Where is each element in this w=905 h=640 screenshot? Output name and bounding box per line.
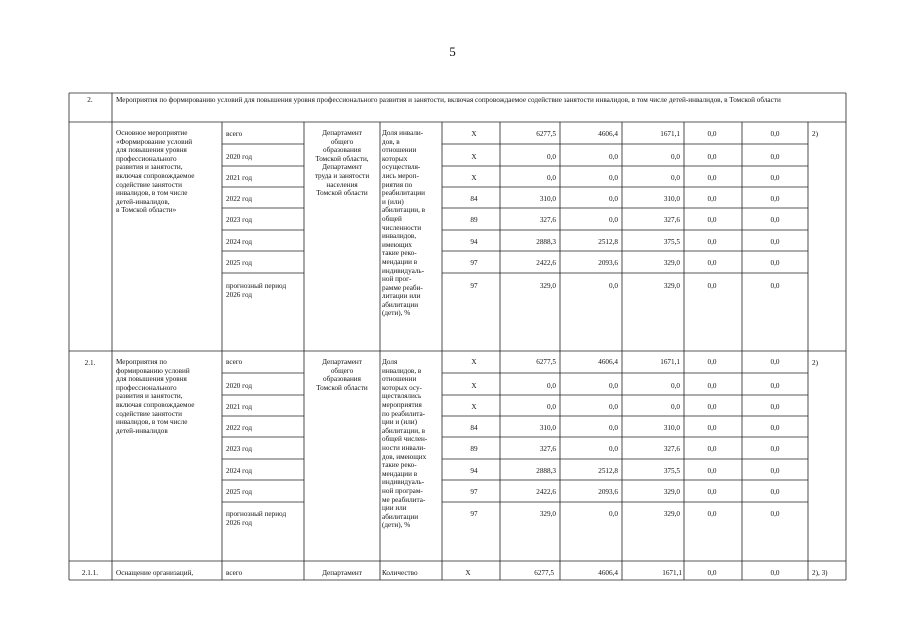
local-value: 0,0: [707, 569, 717, 577]
row-number: 2.1.1.: [81, 569, 99, 577]
period: 2023 год: [226, 445, 252, 453]
note: 2): [812, 359, 818, 367]
regional-value: 1671,1: [660, 130, 680, 138]
extrabudget-value: 0,0: [770, 259, 780, 267]
federal-value: 0,0: [609, 424, 618, 432]
local-value: 0,0: [707, 216, 717, 224]
period: прогнозный период 2026 год: [226, 510, 287, 527]
period: 2025 год: [226, 488, 252, 496]
page-number: 5: [449, 44, 456, 59]
local-value: 0,0: [707, 510, 717, 518]
target-value: X: [471, 382, 477, 390]
total-value: 329,0: [539, 510, 556, 518]
target-value: X: [465, 569, 471, 577]
local-value: 0,0: [707, 174, 717, 182]
period: 2025 год: [226, 259, 252, 267]
total-value: 2888,3: [536, 467, 556, 475]
period: 2021 год: [226, 403, 252, 411]
local-value: 0,0: [707, 382, 717, 390]
extrabudget-value: 0,0: [770, 174, 780, 182]
target-value: 89: [470, 216, 478, 224]
note: 2): [812, 130, 818, 138]
activity-name: Основное мероприятие «Формирование условий для повышения уровня профессионального развития и занятости, включая сопровождаемое содействие занятости инвалидов, в том числе детей-инвалидов, в Томской области»: [116, 129, 195, 215]
period: 2020 год: [226, 153, 252, 161]
local-value: 0,0: [707, 130, 717, 138]
total-value: 310,0: [539, 424, 556, 432]
section-number: 2.: [87, 96, 93, 104]
target-value: X: [471, 174, 477, 182]
regional-value: 329,0: [663, 282, 680, 290]
target-value: 97: [470, 259, 478, 267]
local-value: 0,0: [707, 467, 717, 475]
total-value: 2422,6: [536, 488, 556, 496]
federal-value: 4606,4: [598, 569, 618, 577]
indicator: Количество: [382, 569, 418, 577]
regional-value: 329,0: [663, 488, 680, 496]
executor: Департамент общего образования Томской области: [316, 358, 368, 392]
period: 2023 год: [226, 216, 252, 224]
federal-value: 0,0: [609, 382, 618, 390]
extrabudget-value: 0,0: [770, 488, 780, 496]
regional-value: 375,5: [663, 238, 680, 246]
federal-value: 2512,8: [598, 238, 618, 246]
target-value: X: [471, 153, 477, 161]
total-value: 327,6: [539, 216, 556, 224]
indicator: Доля инвали- дов, в отношении которых осуществля- лись мероп- риятия по реабилитации и (или) абилитации, в общей численности инвалидов, имеющих такие реко- мендации в индивидуаль- ной прог- рамме реаби- литации или абилитации (дети), %: [382, 129, 426, 318]
total-value: 327,6: [539, 445, 556, 453]
executor: Департамент: [322, 569, 362, 577]
local-value: 0,0: [707, 282, 717, 290]
local-value: 0,0: [707, 238, 717, 246]
regional-value: 329,0: [663, 510, 680, 518]
period: 2024 год: [226, 467, 252, 475]
regional-value: 0,0: [671, 174, 680, 182]
total-value: 0,0: [547, 174, 556, 182]
extrabudget-value: 0,0: [770, 130, 780, 138]
target-value: X: [471, 403, 477, 411]
target-value: 94: [470, 467, 478, 475]
regional-value: 375,5: [663, 467, 680, 475]
extrabudget-value: 0,0: [770, 445, 780, 453]
federal-value: 0,0: [609, 153, 618, 161]
local-value: 0,0: [707, 424, 717, 432]
period: всего: [226, 130, 243, 138]
total-value: 2888,3: [536, 238, 556, 246]
target-value: 94: [470, 238, 478, 246]
regional-value: 310,0: [663, 195, 680, 203]
target-value: 97: [470, 488, 478, 496]
target-value: 89: [470, 445, 478, 453]
local-value: 0,0: [707, 358, 717, 366]
extrabudget-value: 0,0: [770, 510, 780, 518]
total-value: 310,0: [539, 195, 556, 203]
federal-value: 0,0: [609, 510, 618, 518]
executor: Департамент общего образования Томской области, Департамент труда и занятости населения Томской области: [314, 129, 370, 198]
extrabudget-value: 0,0: [770, 424, 780, 432]
local-value: 0,0: [707, 259, 717, 267]
note: 2), 3): [812, 569, 828, 577]
target-value: 97: [470, 282, 478, 290]
period: 2024 год: [226, 238, 252, 246]
federal-value: 2512,8: [598, 467, 618, 475]
extrabudget-value: 0,0: [770, 569, 780, 577]
target-value: X: [471, 358, 477, 366]
local-value: 0,0: [707, 403, 717, 411]
extrabudget-value: 0,0: [770, 282, 780, 290]
total-value: 6277,5: [536, 130, 556, 138]
federal-value: 4606,4: [598, 130, 618, 138]
federal-value: 0,0: [609, 403, 618, 411]
period: всего: [226, 358, 243, 366]
federal-value: 2093,6: [598, 488, 618, 496]
total-value: 0,0: [547, 403, 556, 411]
regional-value: 310,0: [663, 424, 680, 432]
total-value: 2422,6: [536, 259, 556, 267]
regional-value: 1671,1: [662, 569, 682, 577]
total-value: 6277,5: [534, 569, 554, 577]
regional-value: 327,6: [663, 445, 680, 453]
extrabudget-value: 0,0: [770, 195, 780, 203]
period: 2020 год: [226, 382, 252, 390]
total-value: 6277,5: [536, 358, 556, 366]
local-value: 0,0: [707, 445, 717, 453]
local-value: 0,0: [707, 153, 717, 161]
target-value: 84: [470, 195, 478, 203]
total-value: 0,0: [547, 382, 556, 390]
budget-table: [68, 92, 848, 582]
federal-value: 0,0: [609, 195, 618, 203]
regional-value: 0,0: [671, 403, 680, 411]
regional-value: 0,0: [671, 382, 680, 390]
extrabudget-value: 0,0: [770, 382, 780, 390]
extrabudget-value: 0,0: [770, 216, 780, 224]
regional-value: 329,0: [663, 259, 680, 267]
block-number: 2.1.: [84, 359, 96, 367]
section-title: Мероприятия по формированию условий для повышения уровня профессионального развития и занятости, включая сопровождаемое содействие занятости инвалидов, в том числе детей-инвалидов, в Томской области: [116, 96, 781, 104]
extrabudget-value: 0,0: [770, 467, 780, 475]
total-value: 329,0: [539, 282, 556, 290]
local-value: 0,0: [707, 195, 717, 203]
activity-name: Мероприятия по формированию условий для повышения уровня профессионального развития и занятости, включая сопровождаемое содействие занятости инвалидов, в том числе детей-инвалидов: [116, 358, 195, 435]
period: 2021 год: [226, 174, 252, 182]
extrabudget-value: 0,0: [770, 153, 780, 161]
activity-name: Оснащение организаций,: [116, 569, 194, 577]
federal-value: 0,0: [609, 445, 618, 453]
regional-value: 0,0: [671, 153, 680, 161]
federal-value: 2093,6: [598, 259, 618, 267]
period: 2022 год: [226, 195, 252, 203]
target-value: 97: [470, 510, 478, 518]
period: прогнозный период 2026 год: [226, 282, 287, 299]
extrabudget-value: 0,0: [770, 358, 780, 366]
federal-value: 0,0: [609, 282, 618, 290]
extrabudget-value: 0,0: [770, 238, 780, 246]
total-value: 0,0: [547, 153, 556, 161]
target-value: 84: [470, 424, 478, 432]
indicator: Доля инвалидов, в отношении которых осу- ществлялись мероприятия по реабилита- ции и (или) абилитации, в общей числен- ности инвали- дов, имеющих такие реко- мендации в индивидуаль- ной програм- ме реабилита- ции или абилитации (дети), %: [382, 358, 428, 530]
federal-value: 4606,4: [598, 358, 618, 366]
regional-value: 1671,1: [660, 358, 680, 366]
federal-value: 0,0: [609, 174, 618, 182]
regional-value: 327,6: [663, 216, 680, 224]
local-value: 0,0: [707, 488, 717, 496]
extrabudget-value: 0,0: [770, 403, 780, 411]
period: всего: [226, 569, 243, 577]
target-value: X: [471, 130, 477, 138]
period: 2022 год: [226, 424, 252, 432]
federal-value: 0,0: [609, 216, 618, 224]
